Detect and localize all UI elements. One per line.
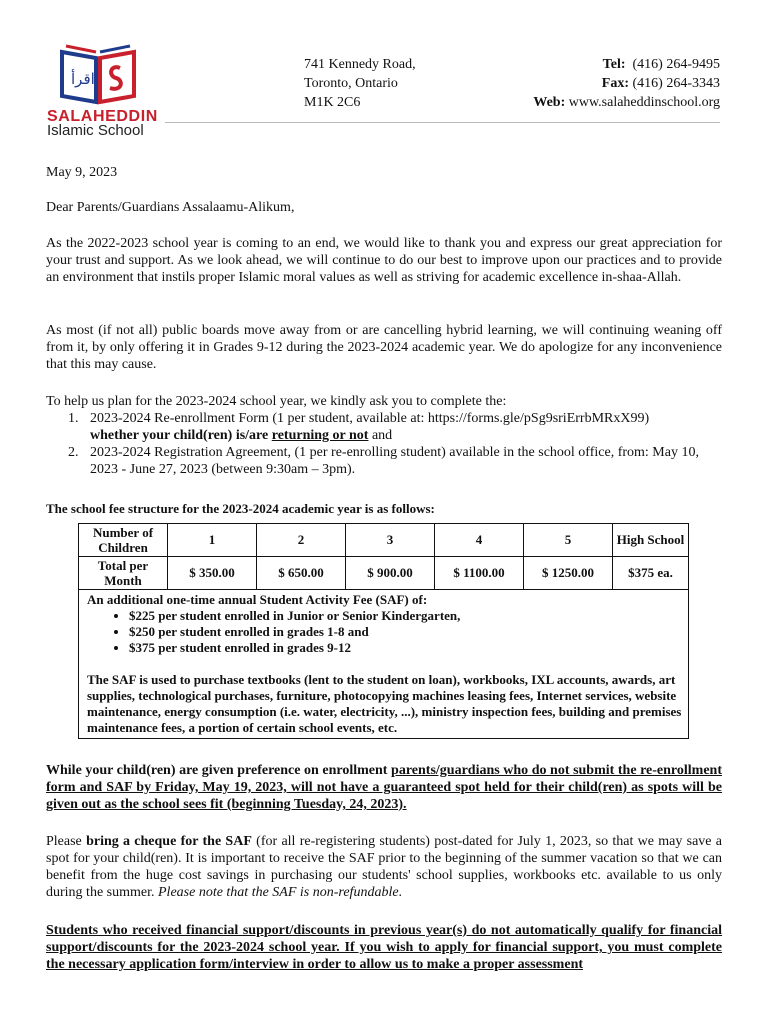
tel-label: Tel: bbox=[602, 57, 626, 72]
item2-text: 2023-2024 Registration Agreement, (1 per re-enrolling student) available in the school office, from: May 10, 2023 - June 27, 2023 (between 9:30am – 3pm). bbox=[90, 445, 699, 477]
svg-text:اقرأ: اقرأ bbox=[71, 70, 95, 88]
web-label: Web: bbox=[533, 95, 566, 110]
fee-value: $ 650.00 bbox=[257, 557, 346, 590]
table-row bbox=[79, 557, 689, 590]
item1-text: 2023-2024 Re-enrollment Form (1 per student, available at: https://forms.gle/pSg9sriErrbMRxX99) bbox=[90, 411, 650, 426]
deadline-paragraph bbox=[46, 762, 722, 813]
school-subtitle: Islamic School bbox=[47, 122, 144, 139]
saf-intro: An additional one-time annual Student Activity Fee (SAF) of: bbox=[87, 592, 428, 607]
enrollment-list bbox=[68, 410, 722, 478]
deadline-warning: parents/guardians who do not submit the re-enrollment form and SAF by Friday, May 19, 2023, will not have a guaranteed spot held for their child(ren) as spots will be given out as the school sees fit (beginning Tuesday, 24, 2023). bbox=[46, 763, 722, 812]
letter-greeting: Dear Parents/Guardians Assalaamu-Alikum, bbox=[46, 200, 295, 215]
column-header: 1 bbox=[168, 524, 257, 557]
list-item: 1. 2023-2024 Re-enrollment Form (1 per student, available at: https://forms.gle/pSg9sriErrbMRxX99) whether your child(ren) is/are returning or not and bbox=[68, 411, 650, 443]
fee-heading: The school fee structure for the 2023-2024 academic year is as follows: bbox=[46, 501, 435, 516]
contact-block bbox=[533, 55, 720, 112]
fee-value: $ 1250.00 bbox=[524, 557, 613, 590]
web-link[interactable]: www.salaheddinschool.org bbox=[568, 95, 720, 110]
column-header: High School bbox=[613, 524, 689, 557]
saf-item: • $250 per student enrolled in grades 1-8 and bbox=[129, 624, 682, 640]
school-address bbox=[304, 55, 416, 112]
saf-cell bbox=[79, 590, 689, 739]
paragraph-intro: As the 2022-2023 school year is coming to an end, we would like to thank you and express our great appreciation for your trust and support. As we look ahead, we will continue to do our best to improve upon our practices and to provide an environment that instils proper Islamic moral values as well as striving for academic excellence in-shaa-Allah. bbox=[46, 236, 722, 285]
school-logo bbox=[58, 44, 138, 108]
fax-number: (416) 264-3343 bbox=[632, 76, 720, 91]
item1-bold: whether your child(ren) is/are bbox=[90, 428, 269, 443]
saf-list bbox=[87, 608, 682, 656]
list-item: 2. 2023-2024 Registration Agreement, (1 per re-enrolling student) available in the school office, from: May 10, 2023 - June 27, 2023 (between 9:30am – 3pm). bbox=[68, 445, 699, 477]
address-line: 741 Kennedy Road, bbox=[304, 57, 416, 72]
header-divider bbox=[165, 122, 720, 123]
column-header: 5 bbox=[524, 524, 613, 557]
cheque-emphasis: bring a cheque for the SAF bbox=[86, 834, 252, 849]
cheque-paragraph: Please bring a cheque for the SAF (for all re-registering students) post-dated for July 1, 2023, so that we may save a spot for your child(ren). It is important to receive the SAF prior to the beginning of the summer vacation so that we can benefit from the huge cost savings in purchasing our students' school supplies, workbooks etc. available to us only during the summer. Please note that the SAF is non-refundable. bbox=[46, 834, 722, 900]
book-logo-icon bbox=[58, 44, 138, 108]
column-header: 2 bbox=[257, 524, 346, 557]
address-line: Toronto, Ontario bbox=[304, 76, 398, 91]
saf-note: The SAF is used to purchase textbooks (lent to the student on loan), workbooks, IXL accounts, awards, art supplies, technological purchases, furniture, photocopying machines leasing fees, Internet services, website maintenance, energy consumption (i.e. water, electricity, ...), ministry inspection fees, building and premises maintenance fees, a portion of certain school events, etc. bbox=[87, 672, 682, 735]
paragraph-plan: To help us plan for the 2023-2024 school year, we kindly ask you to complete the: bbox=[46, 394, 507, 409]
table-row bbox=[79, 590, 689, 739]
tel-number: (416) 264-9495 bbox=[632, 57, 720, 72]
fee-value: $ 1100.00 bbox=[435, 557, 524, 590]
fee-value: $375 ea. bbox=[613, 557, 689, 590]
header-cell: Total per Month bbox=[79, 557, 168, 590]
fax-label: Fax: bbox=[601, 76, 629, 91]
school-name: SALAHEDDIN bbox=[47, 108, 158, 125]
financial-support-paragraph: Students who received financial support/discounts in previous year(s) do not automatically qualify for financial support/discounts for the 2023-2024 school year. If you wish to apply for financial support, you must complete the necessary application form/interview in order to allow us to make a proper assessment bbox=[46, 923, 722, 972]
non-refundable-note: Please note that the SAF is non-refundable bbox=[158, 885, 399, 900]
saf-item: • $375 per student enrolled in grades 9-12 bbox=[129, 640, 682, 656]
letter-date: May 9, 2023 bbox=[46, 165, 118, 180]
header-cell: Number of Children bbox=[79, 524, 168, 557]
paragraph-hybrid: As most (if not all) public boards move away from or are cancelling hybrid learning, we will continuing weaning off from it, by only offering it in Grades 9-12 during the 2023-2024 academic year. We do apologize for any inconvenience that this may cause. bbox=[46, 323, 722, 372]
fee-value: $ 350.00 bbox=[168, 557, 257, 590]
column-header: 3 bbox=[346, 524, 435, 557]
item1-underline: returning or not bbox=[271, 428, 369, 443]
deadline-lead: While your child(ren) are given preference on enrollment bbox=[46, 763, 392, 778]
address-line: M1K 2C6 bbox=[304, 95, 361, 110]
table-row bbox=[79, 524, 689, 557]
fee-table bbox=[78, 523, 689, 739]
saf-item: • $225 per student enrolled in Junior or Senior Kindergarten, bbox=[129, 608, 682, 624]
column-header: 4 bbox=[435, 524, 524, 557]
fee-value: $ 900.00 bbox=[346, 557, 435, 590]
